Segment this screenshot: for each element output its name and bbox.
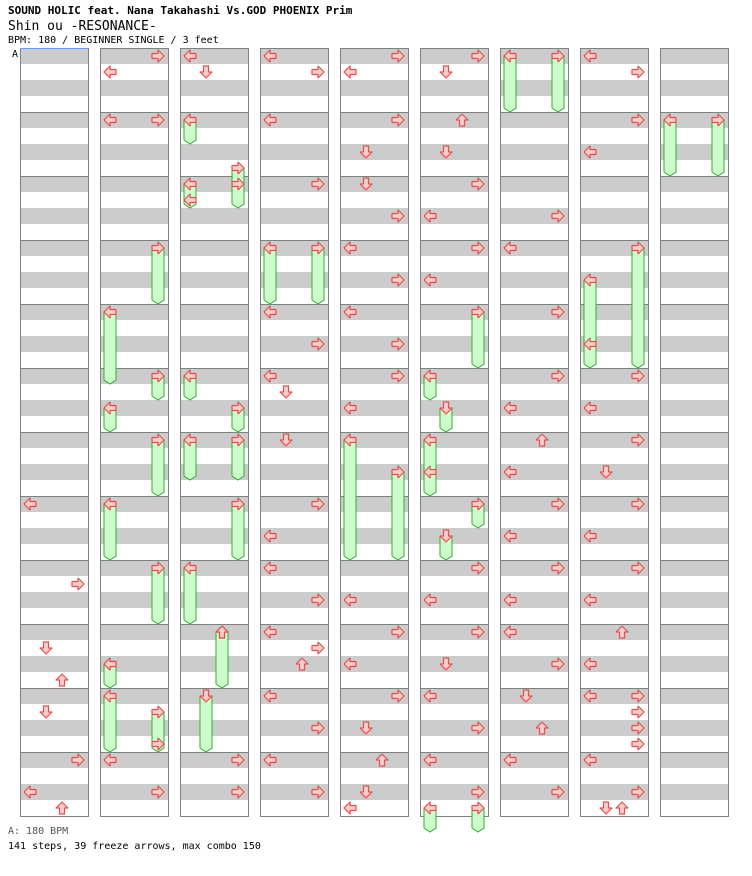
freeze-arrow: [184, 562, 196, 624]
chart-column: [20, 48, 89, 817]
row-stripe: [420, 144, 488, 160]
row-stripe: [180, 304, 248, 320]
row-stripe: [660, 48, 728, 64]
row-stripe: [340, 720, 408, 736]
row-stripe: [660, 176, 728, 192]
row-stripe: [180, 144, 248, 160]
row-stripe: [260, 80, 328, 96]
row-stripe: [500, 688, 568, 704]
row-stripe: [260, 208, 328, 224]
row-stripe: [180, 240, 248, 256]
row-stripe: [340, 560, 408, 576]
row-stripe: [500, 144, 568, 160]
row-stripe: [180, 656, 248, 672]
freeze-body: [232, 504, 244, 560]
row-stripe: [580, 80, 648, 96]
freeze-arrow: [264, 242, 276, 304]
freeze-arrow: [104, 690, 116, 752]
freeze-body: [344, 440, 356, 560]
row-stripe: [660, 464, 728, 480]
row-stripe: [180, 80, 248, 96]
freeze-body: [200, 696, 212, 752]
row-stripe: [660, 496, 728, 512]
freeze-arrow: [184, 434, 196, 480]
row-stripe: [500, 176, 568, 192]
freeze-arrow: [184, 370, 196, 400]
row-stripe: [20, 80, 88, 96]
freeze-arrow: [552, 50, 564, 112]
row-stripe: [20, 272, 88, 288]
row-stripe: [500, 720, 568, 736]
row-stripe: [340, 784, 408, 800]
freeze-body: [552, 56, 564, 112]
row-stripe: [660, 688, 728, 704]
row-stripe: [20, 304, 88, 320]
freeze-arrow: [504, 50, 516, 112]
row-stripe: [20, 560, 88, 576]
song-title: Shin ou -RESONANCE-: [8, 19, 157, 34]
freeze-body: [392, 472, 404, 560]
row-stripe: [180, 624, 248, 640]
row-stripe: [20, 208, 88, 224]
row-stripe: [580, 464, 648, 480]
freeze-body: [216, 632, 228, 688]
row-stripe: [100, 208, 168, 224]
freeze-body: [712, 120, 724, 176]
row-stripe: [500, 112, 568, 128]
freeze-arrow: [152, 370, 164, 400]
row-stripe: [20, 368, 88, 384]
row-stripe: [580, 176, 648, 192]
row-stripe: [660, 752, 728, 768]
row-stripe: [420, 528, 488, 544]
row-stripe: [500, 432, 568, 448]
song-artist: SOUND HOLIC feat. Nana Takahashi Vs.GOD PHOENIX Prim: [8, 4, 353, 17]
freeze-arrow: [152, 434, 164, 496]
freeze-body: [264, 248, 276, 304]
freeze-arrow: [424, 802, 436, 832]
freeze-arrow: [104, 306, 116, 384]
row-stripe: [660, 336, 728, 352]
freeze-body: [184, 568, 196, 624]
row-stripe: [340, 144, 408, 160]
row-stripe: [260, 400, 328, 416]
freeze-arrow: [152, 242, 164, 304]
freeze-arrow: [472, 498, 484, 528]
freeze-body: [504, 56, 516, 112]
freeze-arrow: [104, 402, 116, 432]
freeze-body: [152, 568, 164, 624]
row-stripe: [340, 80, 408, 96]
row-stripe: [20, 176, 88, 192]
row-stripe: [20, 624, 88, 640]
freeze-body: [312, 248, 324, 304]
row-stripe: [660, 720, 728, 736]
freeze-arrow: [632, 242, 644, 368]
row-stripe: [20, 720, 88, 736]
row-stripe: [580, 624, 648, 640]
row-stripe: [100, 176, 168, 192]
row-stripe: [100, 624, 168, 640]
row-stripe: [660, 624, 728, 640]
freeze-arrow: [584, 274, 596, 368]
row-stripe: [180, 336, 248, 352]
row-stripe: [500, 272, 568, 288]
freeze-arrow: [424, 434, 436, 496]
row-stripe: [180, 688, 248, 704]
row-stripe: [660, 240, 728, 256]
freeze-arrow: [184, 114, 196, 144]
row-stripe: [20, 464, 88, 480]
row-stripe: [20, 400, 88, 416]
row-stripe: [580, 208, 648, 224]
bpm-marker-label: A: [12, 49, 19, 60]
freeze-arrow: [472, 306, 484, 368]
row-stripe: [660, 560, 728, 576]
row-stripe: [500, 336, 568, 352]
row-stripe: [420, 112, 488, 128]
bpm-legend: A: 180 BPM: [8, 826, 69, 837]
row-stripe: [660, 432, 728, 448]
freeze-body: [632, 248, 644, 368]
row-stripe: [20, 656, 88, 672]
row-stripe: [660, 80, 728, 96]
row-stripe: [20, 432, 88, 448]
row-stripe: [660, 592, 728, 608]
freeze-body: [152, 248, 164, 304]
row-stripe: [20, 592, 88, 608]
row-stripe: [420, 80, 488, 96]
row-stripe: [20, 528, 88, 544]
freeze-body: [104, 504, 116, 560]
row-stripe: [20, 240, 88, 256]
row-stripe: [340, 752, 408, 768]
freeze-arrow: [392, 466, 404, 560]
freeze-body: [472, 312, 484, 368]
row-stripe: [260, 656, 328, 672]
freeze-arrow: [472, 802, 484, 832]
row-stripe: [100, 144, 168, 160]
row-stripe: [180, 272, 248, 288]
row-stripe: [420, 400, 488, 416]
row-stripe: [20, 336, 88, 352]
row-stripe: [660, 368, 728, 384]
row-stripe: [660, 304, 728, 320]
freeze-body: [584, 280, 596, 368]
row-stripe: [660, 208, 728, 224]
row-stripe: [340, 176, 408, 192]
freeze-arrow: [424, 370, 436, 400]
row-stripe: [660, 528, 728, 544]
freeze-arrow: [232, 178, 244, 208]
freeze-body: [104, 696, 116, 752]
row-stripe: [420, 656, 488, 672]
freeze-arrow: [232, 498, 244, 560]
row-stripe: [260, 464, 328, 480]
freeze-arrow: [232, 434, 244, 480]
freeze-body: [104, 312, 116, 384]
freeze-body: [152, 440, 164, 496]
freeze-arrow: [232, 402, 244, 432]
row-stripe: [260, 144, 328, 160]
row-stripe: [180, 720, 248, 736]
freeze-arrow: [200, 690, 212, 752]
chart-column: [500, 48, 569, 817]
freeze-arrow: [104, 498, 116, 560]
row-stripe: [20, 688, 88, 704]
freeze-body: [664, 120, 676, 176]
freeze-arrow: [152, 562, 164, 624]
row-stripe: [260, 432, 328, 448]
freeze-arrow: [312, 242, 324, 304]
row-stripe: [660, 784, 728, 800]
row-stripe: [20, 144, 88, 160]
row-stripe: [100, 80, 168, 96]
row-stripe: [660, 400, 728, 416]
row-stripe: [20, 112, 88, 128]
chart-stats: 141 steps, 39 freeze arrows, max combo 150: [8, 841, 261, 852]
row-stripe: [20, 48, 88, 64]
chart-info: BPM: 180 / BEGINNER SINGLE / 3 feet: [8, 35, 219, 46]
row-stripe: [660, 656, 728, 672]
freeze-arrow: [664, 114, 676, 176]
row-stripe: [180, 208, 248, 224]
row-stripe: [660, 272, 728, 288]
freeze-arrow: [712, 114, 724, 176]
freeze-arrow: [344, 434, 356, 560]
